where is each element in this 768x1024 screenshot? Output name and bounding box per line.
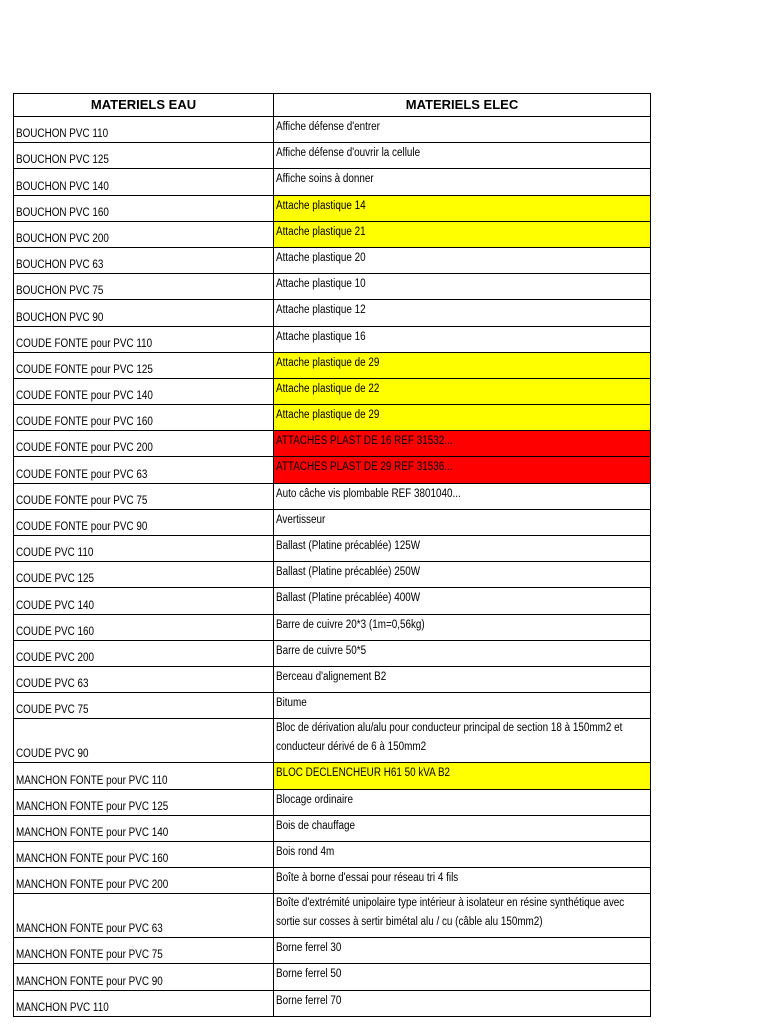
table-row — [14, 841, 651, 867]
table-row — [14, 614, 651, 640]
cell-materiel-elec — [274, 274, 651, 300]
table-row — [14, 352, 651, 378]
cell-materiel-elec — [274, 640, 651, 666]
materiel-eau-text: COUDE FONTE pour PVC 125 — [16, 363, 153, 376]
materiel-eau-text: MANCHON PVC 110 — [16, 1001, 109, 1014]
cell-materiel-elec — [274, 666, 651, 692]
table-row — [14, 405, 651, 431]
table-row — [14, 509, 651, 535]
cell-materiel-eau — [14, 143, 274, 169]
cell-materiel-elec — [274, 841, 651, 867]
materiel-eau-text: MANCHON FONTE pour PVC 125 — [16, 800, 169, 813]
cell-materiel-eau — [14, 964, 274, 990]
materiel-elec-text: BLOC DECLENCHEUR H61 50 kVA B2 — [276, 767, 451, 780]
table-row — [14, 763, 651, 789]
materiel-eau-text: COUDE PVC 90 — [16, 748, 89, 761]
cell-materiel-elec — [274, 815, 651, 841]
cell-materiel-eau — [14, 666, 274, 692]
table-row — [14, 964, 651, 990]
materiel-elec-text: Affiche défense d'entrer — [276, 121, 380, 133]
cell-materiel-elec — [274, 719, 651, 763]
cell-materiel-eau — [14, 815, 274, 841]
cell-materiel-eau — [14, 562, 274, 588]
materiel-elec-text: Affiche défense d'ouvrir la cellule — [276, 147, 421, 160]
cell-materiel-eau — [14, 938, 274, 964]
table-row — [14, 483, 651, 509]
materiel-eau-text: MANCHON FONTE pour PVC 90 — [16, 975, 163, 988]
materiel-elec-text: Attache plastique de 22 — [276, 382, 380, 395]
materiel-elec-text: Attache plastique 20 — [276, 251, 366, 264]
cell-materiel-eau — [14, 640, 274, 666]
cell-materiel-eau — [14, 300, 274, 326]
cell-materiel-elec — [274, 352, 651, 378]
table-row — [14, 666, 651, 692]
cell-materiel-elec — [274, 693, 651, 719]
cell-materiel-elec — [274, 938, 651, 964]
cell-materiel-eau — [14, 763, 274, 789]
cell-materiel-elec — [274, 405, 651, 431]
materiel-eau-text: BOUCHON PVC 140 — [16, 180, 109, 193]
header-materiels-eau: MATERIELS EAU — [14, 94, 274, 117]
materiel-elec-text: Attache plastique de 29 — [276, 356, 380, 369]
materiel-elec-text: Ballast (Platine précablée) 400W — [276, 592, 421, 605]
table-row — [14, 431, 651, 457]
cell-materiel-eau — [14, 247, 274, 273]
materiel-eau-text: MANCHON FONTE pour PVC 200 — [16, 879, 169, 892]
materiel-elec-text: Attache plastique 16 — [276, 330, 366, 343]
table-row — [14, 719, 651, 763]
materiel-elec-text: Attache plastique 10 — [276, 278, 366, 291]
table-row — [14, 326, 651, 352]
table-row — [14, 169, 651, 195]
cell-materiel-elec — [274, 763, 651, 789]
cell-materiel-eau — [14, 195, 274, 221]
cell-materiel-elec — [274, 614, 651, 640]
materiel-elec-text: Bitume — [276, 697, 307, 710]
materiel-eau-text: MANCHON FONTE pour PVC 63 — [16, 923, 163, 936]
cell-materiel-eau — [14, 841, 274, 867]
cell-materiel-elec — [274, 326, 651, 352]
materiel-elec-text: Ballast (Platine précablée) 125W — [276, 540, 421, 552]
materiel-eau-text: COUDE FONTE pour PVC 110 — [16, 337, 153, 350]
table-row — [14, 990, 651, 1016]
table-row — [14, 938, 651, 964]
materiel-elec-text: Barre de cuivre 20*3 (1m=0,56kg) — [276, 618, 425, 631]
cell-materiel-eau — [14, 483, 274, 509]
materiel-eau-text: MANCHON FONTE pour PVC 140 — [16, 826, 169, 839]
cell-materiel-eau — [14, 326, 274, 352]
cell-materiel-elec — [274, 509, 651, 535]
cell-materiel-eau — [14, 221, 274, 247]
materiel-eau-text: MANCHON FONTE pour PVC 110 — [16, 774, 168, 787]
materiel-eau-text: COUDE FONTE pour PVC 140 — [16, 390, 153, 403]
table-row — [14, 378, 651, 404]
materiel-elec-text: Borne ferrel 70 — [276, 994, 342, 1007]
materiel-eau-text: MANCHON FONTE pour PVC 160 — [16, 853, 169, 866]
cell-materiel-eau — [14, 117, 274, 143]
materiel-elec-text: Berceau d'alignement B2 — [276, 670, 387, 683]
materiel-eau-text: COUDE FONTE pour PVC 160 — [16, 416, 153, 429]
materiel-elec-text: Ballast (Platine précablée) 250W — [276, 566, 421, 579]
cell-materiel-elec — [274, 868, 651, 894]
cell-materiel-eau — [14, 588, 274, 614]
cell-materiel-eau — [14, 536, 274, 562]
cell-materiel-elec — [274, 588, 651, 614]
materiel-eau-text: BOUCHON PVC 90 — [16, 311, 104, 324]
table-body — [14, 117, 651, 1017]
cell-materiel-eau — [14, 405, 274, 431]
header-materiels-elec: MATERIELS ELEC — [274, 94, 651, 117]
cell-materiel-elec — [274, 536, 651, 562]
cell-materiel-elec — [274, 431, 651, 457]
cell-materiel-elec — [274, 457, 651, 483]
materiel-elec-text: Boîte d'extrémité unipolaire type intérieur à isolateur en résine synthétique avec sortie sur cosses à sertir bimétal alu / cu (câble alu 150mm2) — [276, 897, 625, 929]
table-row — [14, 221, 651, 247]
cell-materiel-elec — [274, 300, 651, 326]
materiel-elec-text: Affiche soins à donner — [276, 173, 374, 186]
header-row — [14, 94, 651, 117]
cell-materiel-elec — [274, 562, 651, 588]
materiel-elec-text: Boîte à borne d'essai pour réseau tri 4 fils — [276, 872, 459, 885]
materiel-eau-text: COUDE FONTE pour PVC 90 — [16, 521, 148, 533]
materiel-eau-text: BOUCHON PVC 125 — [16, 154, 109, 167]
cell-materiel-eau — [14, 274, 274, 300]
table-row — [14, 640, 651, 666]
table-row — [14, 143, 651, 169]
cell-materiel-elec — [274, 247, 651, 273]
materials-table — [13, 93, 651, 1017]
cell-materiel-eau — [14, 352, 274, 378]
cell-materiel-elec — [274, 964, 651, 990]
materiel-eau-text: BOUCHON PVC 63 — [16, 259, 104, 272]
materiel-elec-text: ATTACHES PLAST DE 16 REF 31532... — [276, 435, 453, 448]
table-row — [14, 894, 651, 938]
cell-materiel-elec — [274, 117, 651, 143]
materiel-eau-text: COUDE FONTE pour PVC 75 — [16, 494, 148, 507]
cell-materiel-eau — [14, 614, 274, 640]
materiel-elec-text: Bloc de dérivation alu/alu pour conducteur principal de section 18 à 150mm2 et conducteur dérivé de 6 à 150mm2 — [276, 722, 623, 754]
cell-materiel-eau — [14, 719, 274, 763]
materiel-elec-text: Blocage ordinaire — [276, 793, 353, 806]
cell-materiel-elec — [274, 169, 651, 195]
cell-materiel-elec — [274, 143, 651, 169]
table-row — [14, 457, 651, 483]
cell-materiel-eau — [14, 894, 274, 938]
cell-materiel-eau — [14, 693, 274, 719]
materiel-elec-text: Avertisseur — [276, 513, 326, 526]
materiel-elec-text: Bois rond 4m — [276, 845, 335, 858]
table-row — [14, 868, 651, 894]
table-row — [14, 562, 651, 588]
cell-materiel-eau — [14, 431, 274, 457]
table-row — [14, 789, 651, 815]
materiel-eau-text: COUDE PVC 140 — [16, 599, 95, 612]
cell-materiel-elec — [274, 990, 651, 1016]
cell-materiel-eau — [14, 868, 274, 894]
table-row — [14, 274, 651, 300]
materiel-eau-text: COUDE PVC 110 — [16, 547, 94, 560]
cell-materiel-elec — [274, 894, 651, 938]
table-row — [14, 536, 651, 562]
materiel-eau-text: COUDE PVC 200 — [16, 651, 95, 664]
materiel-elec-text: ATTACHES PLAST DE 29 REF 31536... — [276, 461, 453, 474]
materiel-elec-text: Bois de chauffage — [276, 819, 356, 832]
cell-materiel-elec — [274, 221, 651, 247]
table-row — [14, 195, 651, 221]
table-row — [14, 693, 651, 719]
cell-materiel-eau — [14, 457, 274, 483]
cell-materiel-elec — [274, 789, 651, 815]
materiel-eau-text: COUDE PVC 75 — [16, 704, 89, 717]
materiel-elec-text: Attache plastique 21 — [276, 225, 366, 238]
table-row — [14, 300, 651, 326]
materiel-eau-text: COUDE PVC 125 — [16, 573, 95, 586]
materiel-elec-text: Barre de cuivre 50*5 — [276, 644, 367, 657]
materiel-eau-text: BOUCHON PVC 200 — [16, 232, 109, 245]
materiel-eau-text: COUDE PVC 160 — [16, 625, 95, 638]
cell-materiel-elec — [274, 378, 651, 404]
materiel-eau-text: COUDE PVC 63 — [16, 678, 89, 691]
materiel-eau-text: MANCHON FONTE pour PVC 75 — [16, 949, 163, 962]
cell-materiel-elec — [274, 195, 651, 221]
table-row — [14, 588, 651, 614]
materiel-eau-text: COUDE FONTE pour PVC 63 — [16, 468, 148, 481]
cell-materiel-eau — [14, 378, 274, 404]
materiel-eau-text: BOUCHON PVC 160 — [16, 206, 109, 219]
cell-materiel-elec — [274, 483, 651, 509]
table-row — [14, 117, 651, 143]
materiel-elec-text: Auto câche vis plombable REF 3801040... — [276, 487, 461, 500]
materiel-elec-text: Attache plastique 14 — [276, 199, 366, 212]
cell-materiel-eau — [14, 509, 274, 535]
table-row — [14, 815, 651, 841]
materiel-elec-text: Attache plastique de 29 — [276, 409, 380, 422]
materiel-elec-text: Borne ferrel 30 — [276, 942, 342, 955]
materiel-eau-text: COUDE FONTE pour PVC 200 — [16, 442, 153, 455]
cell-materiel-eau — [14, 169, 274, 195]
cell-materiel-eau — [14, 990, 274, 1016]
materiel-eau-text: BOUCHON PVC 75 — [16, 285, 104, 298]
materiel-elec-text: Borne ferrel 50 — [276, 968, 342, 981]
table-row — [14, 247, 651, 273]
materiel-eau-text: BOUCHON PVC 110 — [16, 128, 109, 141]
materiel-elec-text: Attache plastique 12 — [276, 304, 366, 317]
cell-materiel-eau — [14, 789, 274, 815]
